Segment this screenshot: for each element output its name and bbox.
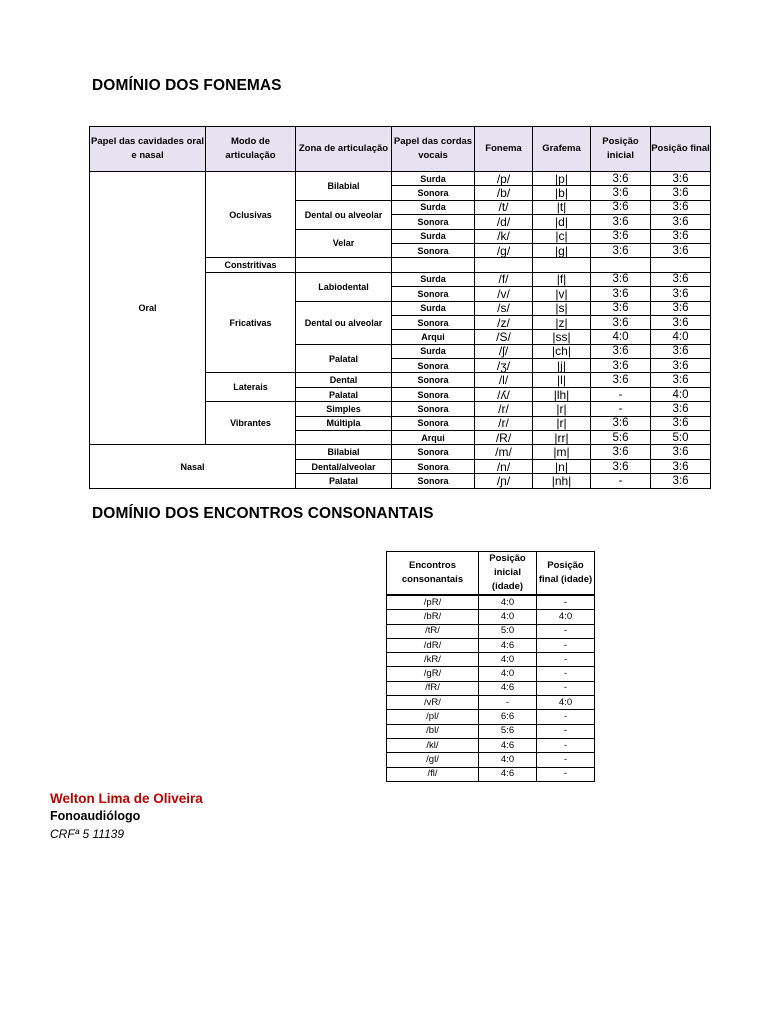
phoneme-cell: /k/ xyxy=(475,229,533,243)
initial-cell: 4:6 xyxy=(479,767,537,781)
grapheme-cell: |v| xyxy=(533,287,591,301)
zone-cell: Palatal xyxy=(296,387,392,401)
table-row xyxy=(90,445,711,459)
grapheme-cell: |z| xyxy=(533,315,591,329)
initial-cell: 3:6 xyxy=(591,186,651,200)
grapheme-cell: |b| xyxy=(533,186,591,200)
zone-cell: Dental ou alveolar xyxy=(296,301,392,344)
zone-cell: Múltipla xyxy=(296,416,392,430)
voice-cell: Arqui xyxy=(392,431,475,445)
zone-cell: Dental xyxy=(296,373,392,387)
final-cell: 4:0 xyxy=(651,330,711,344)
cluster-cell: /pR/ xyxy=(387,595,479,610)
grapheme-cell: |m| xyxy=(533,445,591,459)
final-cell: 3:6 xyxy=(651,445,711,459)
voice-cell: Sonora xyxy=(392,387,475,401)
final-cell: - xyxy=(537,595,595,610)
phoneme-cell: /b/ xyxy=(475,186,533,200)
phoneme-cell: /n/ xyxy=(475,459,533,473)
table-row xyxy=(387,767,595,781)
header-cell: Posição final xyxy=(651,127,711,172)
mode-cell: Laterais xyxy=(206,373,296,402)
final-cell: 3:6 xyxy=(651,373,711,387)
initial-cell: 4:0 xyxy=(479,753,537,767)
final-cell: 5:0 xyxy=(651,431,711,445)
phoneme-cell: /m/ xyxy=(475,445,533,459)
voice-cell: Sonora xyxy=(392,416,475,430)
grapheme-cell: |ss| xyxy=(533,330,591,344)
table-row xyxy=(387,595,595,610)
phonemes-table xyxy=(89,126,711,489)
voice-cell: Sonora xyxy=(392,359,475,373)
voice-cell: Sonora xyxy=(392,215,475,229)
empty-cell xyxy=(475,258,533,272)
final-cell: 3:6 xyxy=(651,474,711,488)
table-row xyxy=(387,681,595,695)
voice-cell: Surda xyxy=(392,200,475,214)
voice-cell: Sonora xyxy=(392,459,475,473)
table-row xyxy=(387,724,595,738)
phonemes-header-row xyxy=(90,127,711,172)
empty-cell xyxy=(296,431,392,445)
final-cell: 3:6 xyxy=(651,359,711,373)
phoneme-cell: /ʃ/ xyxy=(475,344,533,358)
cluster-cell: /gl/ xyxy=(387,753,479,767)
final-cell: - xyxy=(537,738,595,752)
empty-cell xyxy=(296,258,392,272)
phoneme-cell: /l/ xyxy=(475,373,533,387)
cluster-cell: /bR/ xyxy=(387,610,479,624)
voice-cell: Surda xyxy=(392,229,475,243)
initial-cell: 3:6 xyxy=(591,229,651,243)
cluster-cell: /kR/ xyxy=(387,653,479,667)
initial-cell: 3:6 xyxy=(591,373,651,387)
mode-cell: Constritivas xyxy=(206,258,296,272)
final-cell: 4:0 xyxy=(537,610,595,624)
zone-cell: Palatal xyxy=(296,344,392,373)
final-cell: 3:6 xyxy=(651,200,711,214)
signature-role: Fonoaudiólogo xyxy=(50,809,141,823)
final-cell: 3:6 xyxy=(651,402,711,416)
phoneme-cell: /ɲ/ xyxy=(475,474,533,488)
table-row xyxy=(387,653,595,667)
final-cell: 3:6 xyxy=(651,272,711,286)
initial-cell: 3:6 xyxy=(591,272,651,286)
table-row xyxy=(387,696,595,710)
header-cell: Modo de articulação xyxy=(206,127,296,172)
header-cell: Posição inicial (idade) xyxy=(479,552,537,596)
initial-cell: 4:0 xyxy=(479,667,537,681)
voice-cell: Surda xyxy=(392,172,475,186)
final-cell: 3:6 xyxy=(651,229,711,243)
zone-cell: Velar xyxy=(296,229,392,258)
voice-cell: Surda xyxy=(392,301,475,315)
initial-cell: 3:6 xyxy=(591,459,651,473)
final-cell: 3:6 xyxy=(651,215,711,229)
initial-cell: 4:0 xyxy=(479,653,537,667)
grapheme-cell: |n| xyxy=(533,459,591,473)
phoneme-cell: /r/ xyxy=(475,416,533,430)
clusters-title: DOMÍNIO DOS ENCONTROS CONSONANTAIS xyxy=(92,505,434,522)
voice-cell: Surda xyxy=(392,272,475,286)
voice-cell: Sonora xyxy=(392,315,475,329)
initial-cell: - xyxy=(479,696,537,710)
final-cell: - xyxy=(537,724,595,738)
initial-cell: 3:6 xyxy=(591,359,651,373)
final-cell: - xyxy=(537,624,595,638)
zone-cell: Bilabial xyxy=(296,445,392,459)
initial-cell: 4:0 xyxy=(479,595,537,610)
table-row xyxy=(387,738,595,752)
final-cell: 4:0 xyxy=(537,696,595,710)
cluster-cell: /fR/ xyxy=(387,681,479,695)
voice-cell: Sonora xyxy=(392,287,475,301)
cluster-cell: /gR/ xyxy=(387,667,479,681)
phoneme-cell: /v/ xyxy=(475,287,533,301)
header-cell: Papel das cavidades oral e nasal xyxy=(90,127,206,172)
initial-cell: 3:6 xyxy=(591,243,651,257)
table-row xyxy=(387,667,595,681)
empty-cell xyxy=(651,258,711,272)
cavity-cell: Nasal xyxy=(90,445,296,488)
initial-cell: 4:6 xyxy=(479,681,537,695)
initial-cell: - xyxy=(591,474,651,488)
initial-cell: - xyxy=(591,387,651,401)
phoneme-cell: /R/ xyxy=(475,431,533,445)
header-cell: Grafema xyxy=(533,127,591,172)
initial-cell: 5:6 xyxy=(479,724,537,738)
final-cell: 3:6 xyxy=(651,315,711,329)
initial-cell: 3:6 xyxy=(591,445,651,459)
final-cell: 4:0 xyxy=(651,387,711,401)
signature-registry: CRFª 5 11139 xyxy=(50,827,125,841)
initial-cell: 4:0 xyxy=(591,330,651,344)
grapheme-cell: |p| xyxy=(533,172,591,186)
final-cell: - xyxy=(537,638,595,652)
initial-cell: - xyxy=(591,402,651,416)
header-cell: Fonema xyxy=(475,127,533,172)
phoneme-cell: /t/ xyxy=(475,200,533,214)
initial-cell: 3:6 xyxy=(591,215,651,229)
header-cell: Papel das cordas vocais xyxy=(392,127,475,172)
grapheme-cell: |t| xyxy=(533,200,591,214)
cluster-cell: /vR/ xyxy=(387,696,479,710)
voice-cell: Sonora xyxy=(392,474,475,488)
table-row xyxy=(90,172,711,186)
cluster-cell: /bl/ xyxy=(387,724,479,738)
grapheme-cell: |c| xyxy=(533,229,591,243)
phoneme-cell: /g/ xyxy=(475,243,533,257)
final-cell: - xyxy=(537,653,595,667)
initial-cell: 3:6 xyxy=(591,287,651,301)
initial-cell: 3:6 xyxy=(591,172,651,186)
final-cell: - xyxy=(537,681,595,695)
final-cell: 3:6 xyxy=(651,416,711,430)
final-cell: 3:6 xyxy=(651,243,711,257)
grapheme-cell: |g| xyxy=(533,243,591,257)
empty-cell xyxy=(591,258,651,272)
phoneme-cell: /ʎ/ xyxy=(475,387,533,401)
cluster-cell: /pl/ xyxy=(387,710,479,724)
final-cell: - xyxy=(537,753,595,767)
table-row xyxy=(387,710,595,724)
final-cell: - xyxy=(537,767,595,781)
grapheme-cell: |r| xyxy=(533,416,591,430)
initial-cell: 4:6 xyxy=(479,638,537,652)
phoneme-cell: /r/ xyxy=(475,402,533,416)
phoneme-cell: /ʒ/ xyxy=(475,359,533,373)
final-cell: - xyxy=(537,667,595,681)
initial-cell: 4:6 xyxy=(479,738,537,752)
header-cell: Encontros consonantais xyxy=(387,552,479,596)
final-cell: 3:6 xyxy=(651,172,711,186)
table-row xyxy=(387,638,595,652)
clusters-table xyxy=(386,551,595,782)
final-cell: 3:6 xyxy=(651,186,711,200)
voice-cell: Surda xyxy=(392,344,475,358)
zone-cell: Palatal xyxy=(296,474,392,488)
grapheme-cell: |s| xyxy=(533,301,591,315)
phoneme-cell: /S/ xyxy=(475,330,533,344)
initial-cell: 5:6 xyxy=(591,431,651,445)
voice-cell: Sonora xyxy=(392,186,475,200)
initial-cell: 5:0 xyxy=(479,624,537,638)
header-cell: Posição final (idade) xyxy=(537,552,595,596)
cluster-cell: /tR/ xyxy=(387,624,479,638)
voice-cell: Sonora xyxy=(392,445,475,459)
signature-name: Welton Lima de Oliveira xyxy=(50,791,203,806)
grapheme-cell: |r| xyxy=(533,402,591,416)
final-cell: 3:6 xyxy=(651,459,711,473)
empty-cell xyxy=(392,258,475,272)
grapheme-cell: |j| xyxy=(533,359,591,373)
zone-cell: Bilabial xyxy=(296,172,392,201)
mode-cell: Oclusivas xyxy=(206,172,296,258)
phonemes-title: DOMÍNIO DOS FONEMAS xyxy=(92,77,282,94)
cluster-cell: /dR/ xyxy=(387,638,479,652)
table-row xyxy=(387,610,595,624)
grapheme-cell: |ch| xyxy=(533,344,591,358)
clusters-header-row xyxy=(387,552,595,596)
grapheme-cell: |lh| xyxy=(533,387,591,401)
mode-cell: Fricativas xyxy=(206,272,296,373)
voice-cell: Arqui xyxy=(392,330,475,344)
header-cell: Posição inicial xyxy=(591,127,651,172)
zone-cell: Dental ou alveolar xyxy=(296,200,392,229)
cluster-cell: /fl/ xyxy=(387,767,479,781)
cluster-cell: /kl/ xyxy=(387,738,479,752)
initial-cell: 3:6 xyxy=(591,344,651,358)
phoneme-cell: /s/ xyxy=(475,301,533,315)
initial-cell: 3:6 xyxy=(591,315,651,329)
final-cell: - xyxy=(537,710,595,724)
initial-cell: 3:6 xyxy=(591,301,651,315)
voice-cell: Sonora xyxy=(392,373,475,387)
phoneme-cell: /p/ xyxy=(475,172,533,186)
phoneme-cell: /d/ xyxy=(475,215,533,229)
grapheme-cell: |l| xyxy=(533,373,591,387)
grapheme-cell: |d| xyxy=(533,215,591,229)
final-cell: 3:6 xyxy=(651,301,711,315)
table-row xyxy=(387,624,595,638)
zone-cell: Simples xyxy=(296,402,392,416)
final-cell: 3:6 xyxy=(651,344,711,358)
initial-cell: 3:6 xyxy=(591,200,651,214)
table-row xyxy=(387,753,595,767)
cavity-cell: Oral xyxy=(90,172,206,445)
empty-cell xyxy=(533,258,591,272)
phoneme-cell: /f/ xyxy=(475,272,533,286)
grapheme-cell: |f| xyxy=(533,272,591,286)
zone-cell: Labiodental xyxy=(296,272,392,301)
final-cell: 3:6 xyxy=(651,287,711,301)
initial-cell: 6:6 xyxy=(479,710,537,724)
phoneme-cell: /z/ xyxy=(475,315,533,329)
header-cell: Zona de articulação xyxy=(296,127,392,172)
mode-cell: Vibrantes xyxy=(206,402,296,445)
voice-cell: Sonora xyxy=(392,243,475,257)
zone-cell: Dental/alveolar xyxy=(296,459,392,473)
initial-cell: 3:6 xyxy=(591,416,651,430)
grapheme-cell: |rr| xyxy=(533,431,591,445)
grapheme-cell: |nh| xyxy=(533,474,591,488)
initial-cell: 4:0 xyxy=(479,610,537,624)
voice-cell: Sonora xyxy=(392,402,475,416)
